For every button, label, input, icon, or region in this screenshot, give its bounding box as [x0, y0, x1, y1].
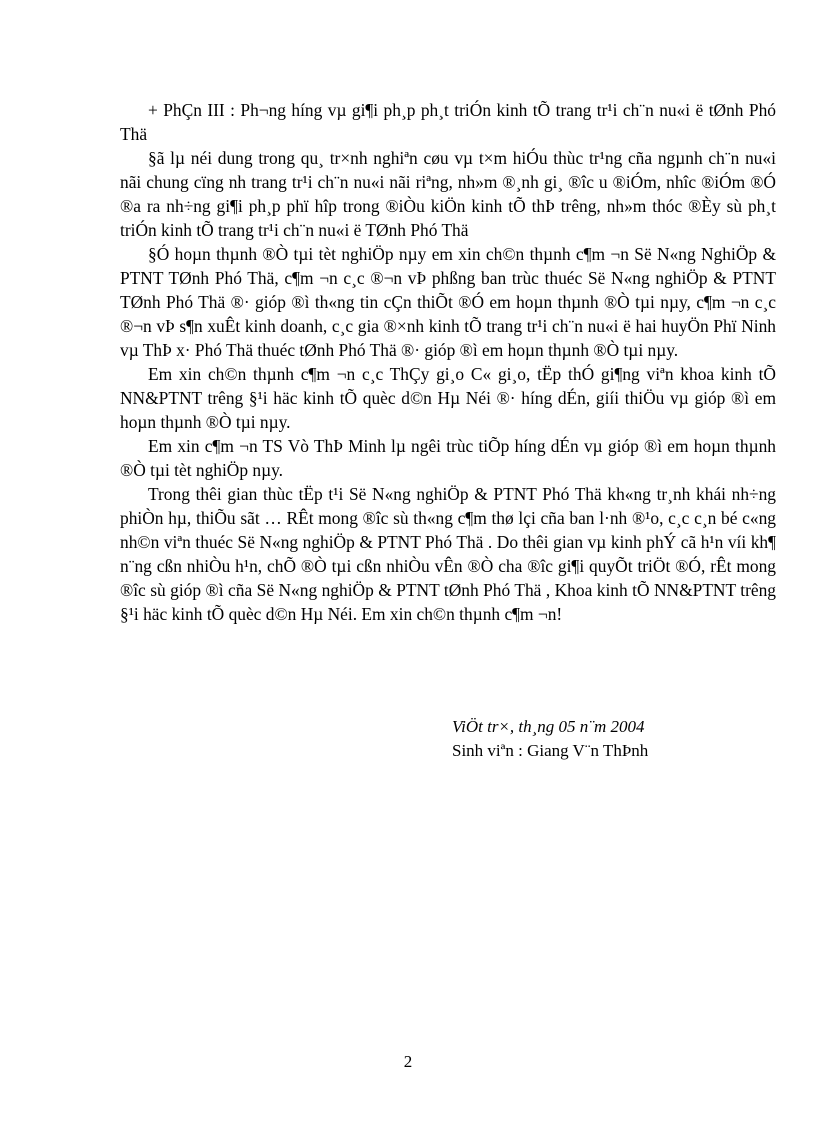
body-text	[120, 98, 776, 626]
paragraph-thanks-department: §Ó hoµn thµnh ®Ò tµi tèt nghiÖp nµy em xin ch©n thµnh c¶m ¬n Së N«ng NghiÖp & PTNT TØnh Phó Thä, c¶m ¬n c¸c ®¬n vÞ phßng ban trùc thuéc Së N«ng nghiÖp & PTNT TØnh Phó Thä ®· gióp ®ì th«ng tin cÇn thiÕt ®Ó em hoµn thµnh ®Ò tµi nµy, c¶m ¬n c¸c ®¬n vÞ s¶n xuÊt kinh doanh, c¸c gia ®×nh kinh tÕ trang tr¹i ch¨n nu«i ë hai huyÖn Phï Ninh vµ ThÞ x· Phó Thä thuéc tØnh Phó Thä ®· gióp ®ì em hoµn thµnh ®Ò tµi nµy.	[120, 244, 776, 360]
signature-block	[452, 715, 648, 763]
signature-place-date: ViÖt tr×, th¸ng 05 n¨m 2004	[452, 717, 645, 736]
signature-student: Sinh viªn : Giang V¨n ThÞnh	[452, 741, 649, 760]
paragraph-thanks-supervisor: Em xin c¶m ¬n TS Vò ThÞ Minh lµ ngêi trùc tiÕp híng dÉn vµ gióp ®ì em hoµn thµnh ®Ò tµi tèt nghiÖp nµy.	[120, 436, 776, 480]
page-number: 2	[403, 1052, 413, 1071]
paragraph-part-three: + PhÇn III : Ph¬ng híng vµ gi¶i ph¸p ph¸t triÓn kinh tÕ trang tr¹i ch¨n nu«i ë tØnh Phó Thä	[120, 100, 776, 144]
paragraph-research-content: §ã lµ néi dung trong qu¸ tr×nh nghiªn cøu vµ t×m hiÓu thùc tr¹ng cña ngµnh ch¨n nu«i nãi chung cïng nh trang tr¹i ch¨n nu«i nãi riªng, nh»m ®¸nh gi¸ ®îc u ®iÓm, nhîc ®iÓm ®Ó ®a ra nh÷ng gi¶i ph¸p phï hîp trong ®iÒu kiÖn kinh tÕ thÞ trêng, nh»m thóc ®Èy sù ph¸t triÓn kinh tÕ trang tr¹i ch¨n nu«i ë TØnh Phó Thä	[120, 148, 776, 240]
paragraph-thanks-teachers: Em xin ch©n thµnh c¶m ¬n c¸c ThÇy gi¸o C« gi¸o, tËp thÓ gi¶ng viªn khoa kinh tÕ NN&PTNT trêng §¹i häc kinh tÕ quèc d©n Hµ Néi ®· híng dÉn, giíi thiÖu vµ gióp ®ì em hoµn thµnh ®Ò tµi nµy.	[120, 364, 776, 432]
paragraph-apology: Trong thêi gian thùc tËp t¹i Së N«ng nghiÖp & PTNT Phó Thä kh«ng tr¸nh khái nh÷ng phiÒn hµ, thiÕu sãt … RÊt mong ®îc sù th«ng c¶m thø lçi cña ban l·nh ®¹o, c¸c c¸n bé c«ng nh©n viªn thuéc Së N«ng nghiÖp & PTNT Phó Thä . Do thêi gian vµ kinh phÝ cã h¹n víi kh¶ n¨ng cßn nhiÒu h¹n, chÕ ®Ò tµi cßn nhiÒu vÊn ®Ò cha ®îc gi¶i quyÕt triÖt ®Ó, rÊt mong ®îc sù gióp ®ì cña Së N«ng nghiÖp & PTNT tØnh Phó Thä , Khoa kinh tÕ NN&PTNT trêng §¹i häc kinh tÕ quèc d©n Hµ Néi. Em xin ch©n thµnh c¶m ¬n!	[120, 484, 776, 624]
